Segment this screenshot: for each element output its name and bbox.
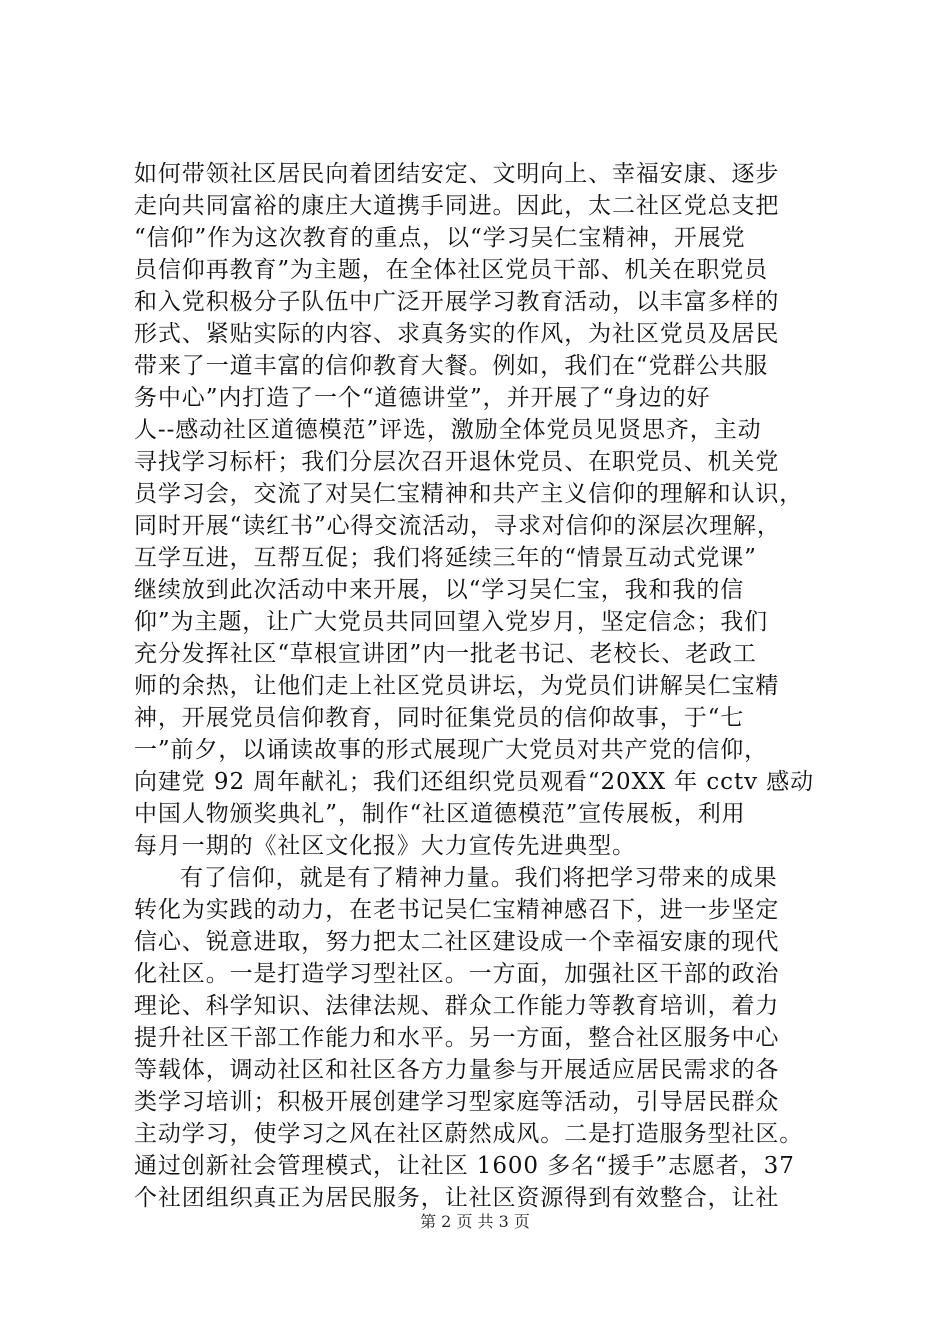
text-line: 信心、锐意进取，努力把太二社区建设成一个幸福安康的现代 bbox=[134, 929, 780, 955]
text-line: 转化为实践的动力，在老书记吴仁宝精神感召下，进一步坚定 bbox=[134, 897, 780, 923]
page-number-footer: 第 2 页 共 3 页 bbox=[420, 1212, 530, 1231]
text-line: 员信仰再教育”为主题，在全体社区党员干部、机关在职党员 bbox=[134, 257, 769, 283]
text-line: 类学习培训；积极开展创建学习型家庭等活动，引导居民群众 bbox=[134, 1089, 780, 1115]
document-body bbox=[134, 158, 830, 1214]
text-line: 互学互进，互帮互促；我们将延续三年的“情景互动式党课” bbox=[134, 545, 757, 571]
text-line: 化社区。一是打造学习型社区。一方面，加强社区干部的政治 bbox=[134, 961, 780, 987]
text-line: 同时开展“读红书”心得交流活动，寻求对信仰的深层次理解， bbox=[134, 513, 781, 539]
text-line: 务中心”内打造了一个“道德讲堂”，并开展了“身边的好 bbox=[134, 385, 711, 411]
text-line: “信仰”作为这次教育的重点，以“学习吴仁宝精神，开展党 bbox=[134, 225, 746, 251]
text-line: 神，开展党员信仰教育，同时征集党员的信仰故事，于“七 bbox=[134, 705, 745, 731]
text-line: 提升社区干部工作能力和水平。另一方面，整合社区服务中心 bbox=[134, 1025, 780, 1051]
text-line: 主动学习，使学习之风在社区蔚然成风。二是打造服务型社区。 bbox=[134, 1121, 804, 1147]
text-line: 充分发挥社区“草根宣讲团”内一批老书记、老校长、老政工 bbox=[134, 641, 757, 667]
text-line: 等载体，调动社区和社区各方力量参与开展适应居民需求的各 bbox=[134, 1057, 780, 1083]
text-line: 师的余热，让他们走上社区党员讲坛，为党员们讲解吴仁宝精 bbox=[134, 673, 780, 699]
text-line: 一”前夕，以诵读故事的形式展现广大党员对共产党的信仰， bbox=[134, 737, 769, 763]
text-line: 带来了一道丰富的信仰教育大餐。例如，我们在“党群公共服 bbox=[134, 353, 769, 379]
text-line: 通过创新社会管理模式，让社区 1600 多名“援手”志愿者，37 bbox=[134, 1153, 795, 1179]
text-line: 如何带领社区居民向着团结安定、文明向上、幸福安康、逐步 bbox=[134, 161, 780, 187]
text-line: 员学习会，交流了对吴仁宝精神和共产主义信仰的理解和认识， bbox=[134, 481, 804, 507]
text-line: 理论、科学知识、法律法规、群众工作能力等教育培训，着力 bbox=[134, 993, 780, 1019]
text-line: 向建党 92 周年献礼；我们还组织党员观看“20XX 年 cctv 感动 bbox=[134, 769, 814, 795]
text-line: 人--感动社区道德模范”评选，激励全体党员见贤思齐，主动 bbox=[134, 417, 762, 443]
text-line: 继续放到此次活动中来开展，以“学习吴仁宝，我和我的信 bbox=[134, 577, 745, 603]
text-line: 仰”为主题，让广大党员共同回望入党岁月，坚定信念；我们 bbox=[134, 609, 769, 635]
text-line: 形式、紧贴实际的内容、求真务实的作风，为社区党员及居民 bbox=[134, 321, 780, 347]
text-line: 和入党积极分子队伍中广泛开展学习教育活动，以丰富多样的 bbox=[134, 289, 780, 315]
text-line: 中国人物颁奖典礼”，制作“社区道德模范”宣传展板，利用 bbox=[134, 801, 746, 827]
text-line: 每月一期的《社区文化报》大力宣传先进典型。 bbox=[134, 833, 636, 859]
paragraph-start-line: 有了信仰，就是有了精神力量。我们将把学习带来的成果 bbox=[180, 865, 778, 891]
text-line: 个社团组织真正为居民服务，让社区资源得到有效整合，让社 bbox=[134, 1185, 780, 1211]
text-line: 走向共同富裕的康庄大道携手同进。因此，太二社区党总支把 bbox=[134, 193, 780, 219]
text-line: 寻找学习标杆；我们分层次召开退休党员、在职党员、机关党 bbox=[134, 449, 780, 475]
